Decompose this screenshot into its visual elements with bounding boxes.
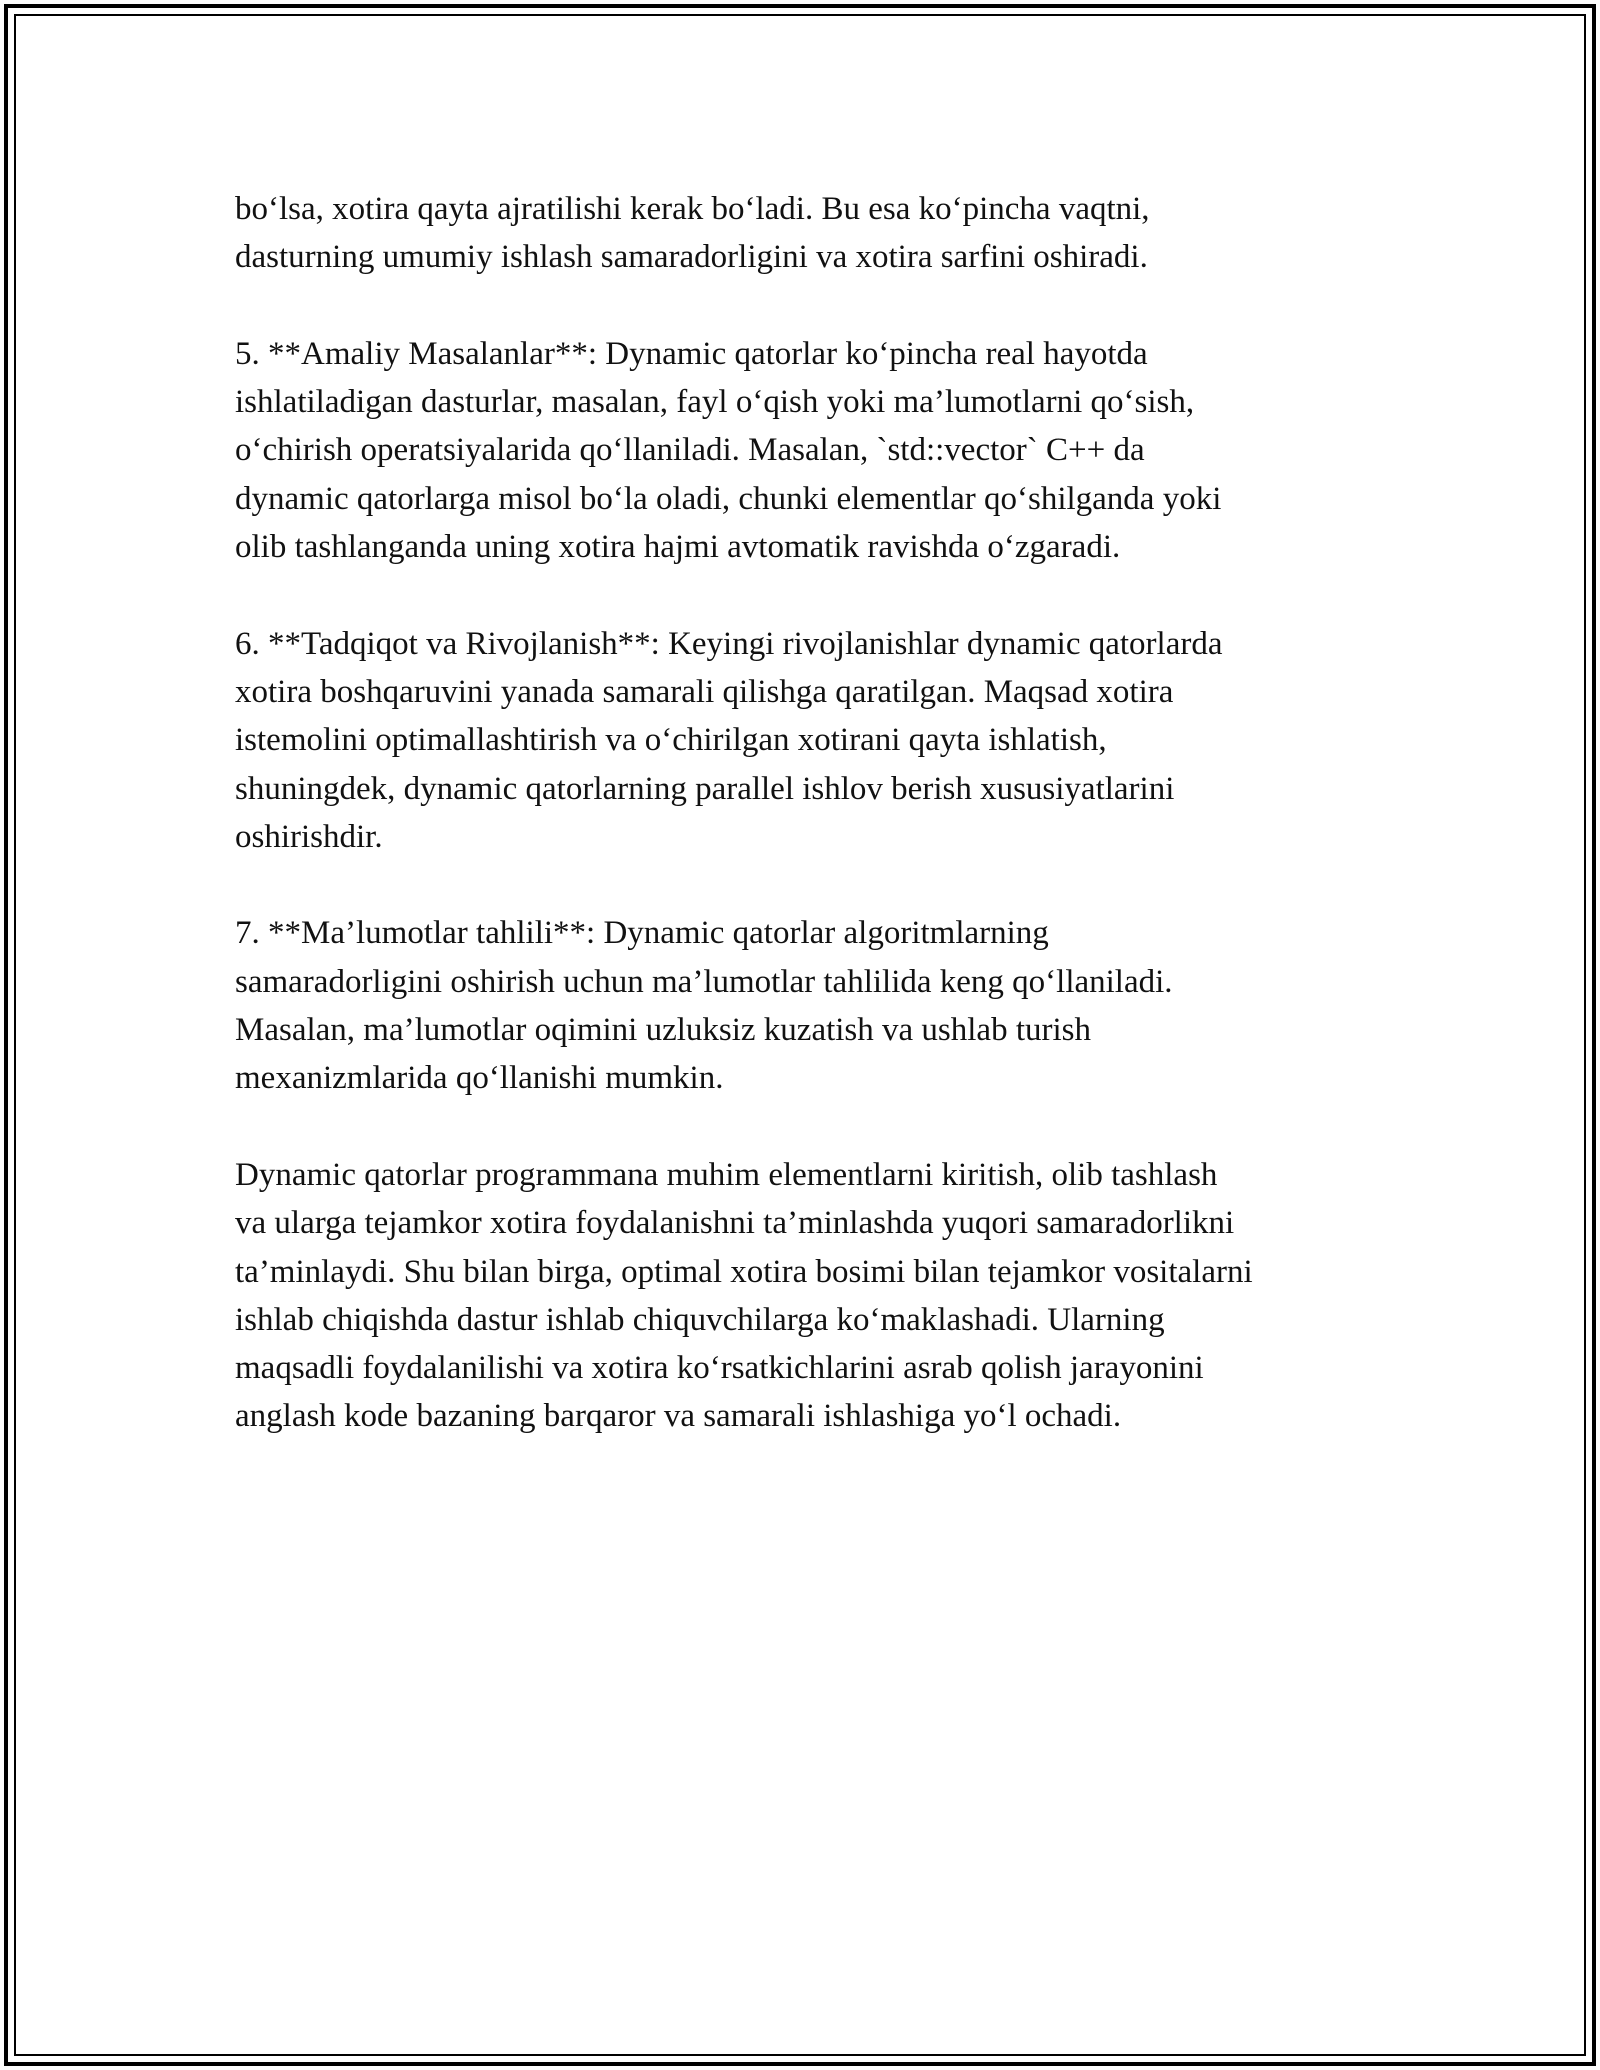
text-line: anglash kode bazaning barqaror va samarali ishlashiga yo‘l ochadi.: [235, 1398, 1122, 1435]
text-line: mexanizmlarida qo‘llanishi mumkin.: [235, 1060, 724, 1097]
text-line: va ularga tejamkor xotira foydalanishni ta’minlashda yuqori samaradorlikni: [235, 1205, 1235, 1242]
text-line: ishlab chiqishda dastur ishlab chiquvchilarga ko‘maklashadi. Ularning: [235, 1301, 1165, 1338]
text-line: ta’minlaydi. Shu bilan birga, optimal xotira bosimi bilan tejamkor vositalarni: [235, 1253, 1253, 1290]
paragraph-item-5: [235, 330, 1385, 571]
text-line: bo‘lsa, xotira qayta ajratilishi kerak bo‘ladi. Bu esa ko‘pincha vaqtni,: [235, 191, 1150, 227]
text-line: olib tashlanganda uning xotira hajmi avtomatik ravishda o‘zgaradi.: [235, 529, 1121, 566]
text-line: Dynamic qatorlar programmana muhim elementlarni kiritish, olib tashlash: [235, 1156, 1218, 1193]
text-line: ishlatiladigan dasturlar, masalan, fayl o‘qish yoki ma’lumotlarni qo‘sish,: [235, 384, 1195, 421]
text-line: o‘chirish operatsiyalarida qo‘llaniladi. Masalan, `std::vector` C++ da: [235, 432, 1145, 469]
text-line: samaradorligini oshirish uchun ma’lumotlar tahlilida keng qo‘llaniladi.: [235, 963, 1173, 1000]
paragraph-item-6: [235, 620, 1385, 861]
text-line: dynamic qatorlarga misol bo‘la oladi, chunki elementlar qo‘shilganda yoki: [235, 480, 1222, 517]
text-line: xotira boshqaruvini yanada samarali qilishga qaratilgan. Maqsad xotira: [235, 673, 1174, 710]
text-line: 6. **Tadqiqot va Rivojlanish**: Keyingi rivojlanishlar dynamic qatorlarda: [235, 625, 1223, 662]
paragraph-item-7: [235, 909, 1385, 1102]
document-body: [235, 185, 1385, 1489]
text-line: maqsadli foydalanilishi va xotira ko‘rsatkichlarini asrab qolish jarayonini: [235, 1350, 1204, 1387]
paragraph-continuation: [235, 185, 1385, 282]
text-line: 7. **Ma’lumotlar tahlili**: Dynamic qatorlar algoritmlarning: [235, 915, 1049, 952]
paragraph-conclusion: [235, 1151, 1385, 1441]
text-line: 5. **Amaliy Masalanlar**: Dynamic qatorlar ko‘pincha real hayotda: [235, 335, 1148, 372]
text-line: oshirishdir.: [235, 818, 383, 855]
text-line: shuningdek, dynamic qatorlarning parallel ishlov berish xususiyatlarini: [235, 770, 1175, 807]
text-line: dasturning umumiy ishlash samaradorligini va xotira sarfini oshiradi.: [235, 239, 1148, 276]
text-line: Masalan, ma’lumotlar oqimini uzluksiz kuzatish va ushlab turish: [235, 1012, 1092, 1049]
text-line: istemolini optimallashtirish va o‘chirilgan xotirani qayta ishlatish,: [235, 722, 1107, 759]
